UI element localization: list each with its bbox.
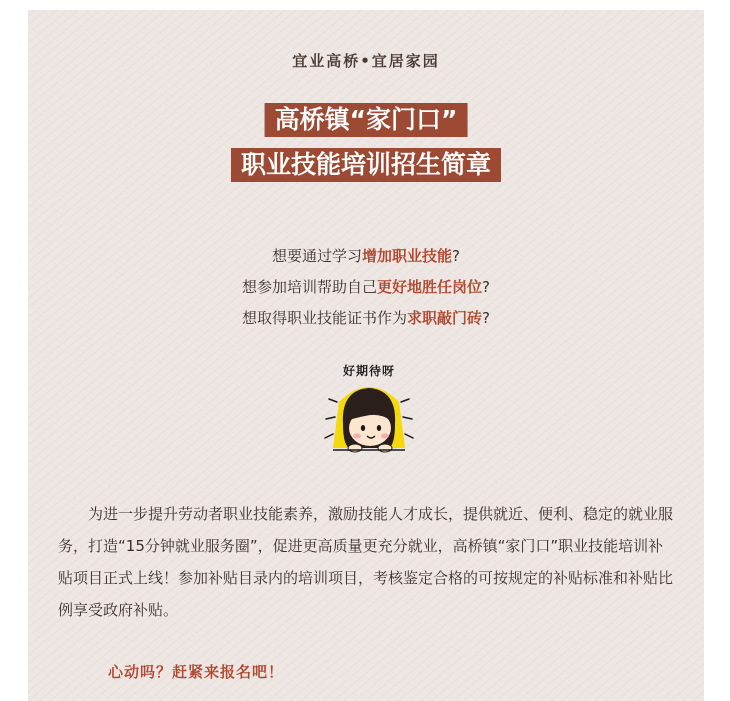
title-line-1: 高桥镇“家门口”	[265, 103, 468, 137]
question-3-suffix: ?	[482, 309, 490, 327]
question-1	[28, 245, 704, 266]
question-2-suffix: ?	[482, 278, 490, 296]
question-2-prefix: 想参加培训帮助自己	[242, 278, 378, 296]
slogan: 宜业高桥•宜居家园	[292, 52, 440, 70]
question-3-prefix: 想取得职业技能证书作为	[242, 309, 408, 327]
question-3-highlight: 求职敲门砖	[407, 309, 483, 327]
article-card	[28, 10, 704, 701]
sticker-caption: 好期待呀	[342, 364, 395, 378]
question-1-suffix: ?	[452, 247, 460, 265]
question-1-prefix: 想要通过学习	[272, 247, 363, 265]
question-2-highlight: 更好地胜任岗位	[377, 278, 483, 296]
sticker-cartoon-girl	[319, 362, 419, 456]
intro-paragraph: 为进一步提升劳动者职业技能素养，激励技能人才成长，提供就近、便利、稳定的就业服务，打造“15分钟就业服务圈”，促进更高质量更充分就业，高桥镇“家门口”职业技能培训补贴项目正式上线！参加补贴目录内的培训项目，考核鉴定合格的可按规定的补贴标准和补贴比例享受政府补贴。	[58, 505, 674, 619]
cartoon-girl-icon	[319, 362, 419, 456]
question-3	[28, 307, 704, 328]
call-to-action: 心动吗？赶紧来报名吧！	[108, 663, 285, 681]
question-2	[28, 276, 704, 297]
title-line-2: 职业技能培训招生简章	[231, 148, 501, 182]
question-1-highlight: 增加职业技能	[362, 247, 453, 265]
